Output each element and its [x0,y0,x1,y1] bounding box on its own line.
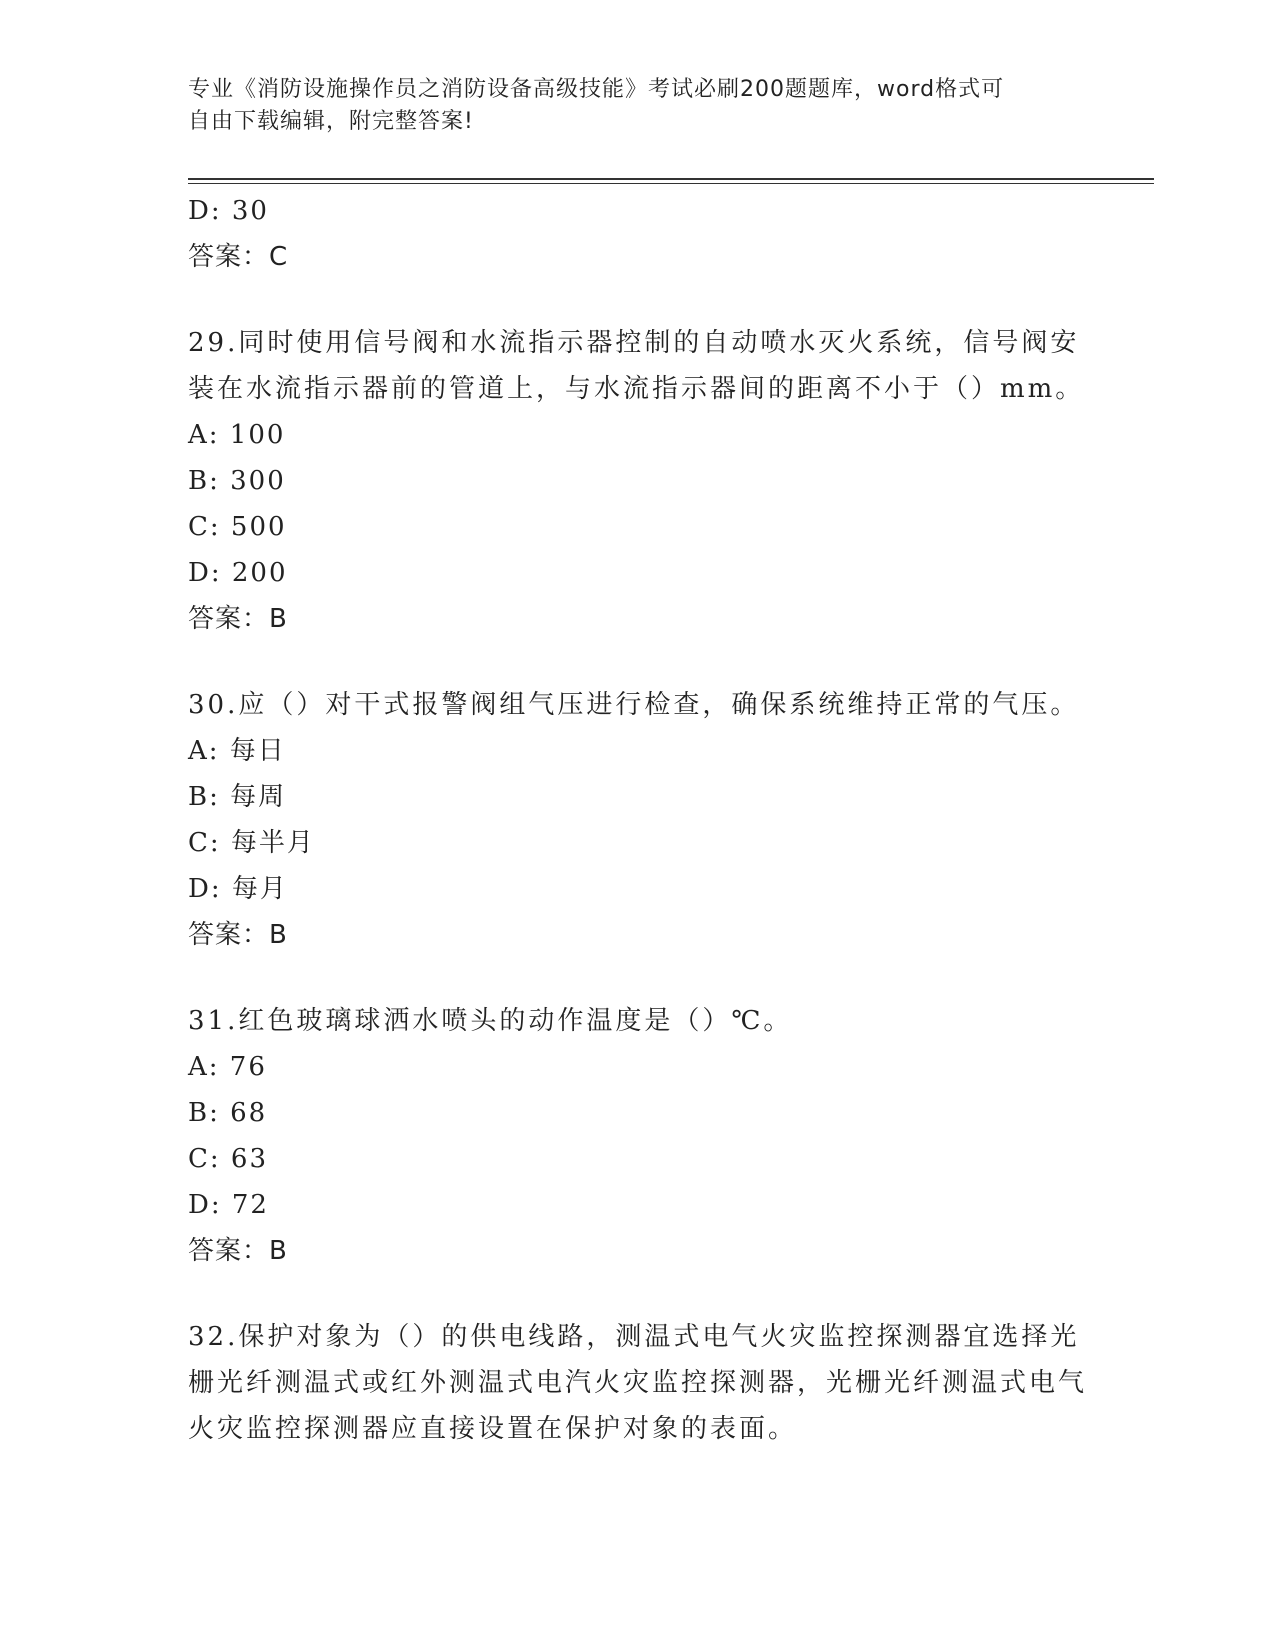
question-29-option-c: C: 500 [188,512,287,542]
question-29-text: 29.同时使用信号阀和水流指示器控制的自动喷水灭火系统，信号阀安装在水流指示器前的管道上，与水流指示器间的距离不小于（）mm。 [188,328,1085,404]
question-30-text: 30.应（）对干式报警阀组气压进行检查，确保系统维持正常的气压。 [188,690,1080,720]
question-29-option-d: D: 200 [188,558,288,588]
question-29-answer: 答案：B [188,604,288,634]
question-30-option-a: A: 每日 [188,736,286,766]
header-line-1: 专业《消防设施操作员之消防设备高级技能》考试必刷200题题库，word格式可 [188,77,1005,102]
header-divider-thin [188,183,1154,184]
question-content [188,188,1088,1452]
answer-line: 答案：C [188,242,289,272]
header-divider [188,178,1154,180]
question-31-answer: 答案：B [188,1236,288,1266]
question-30-answer: 答案：B [188,920,288,950]
question-31-option-d: D: 72 [188,1190,269,1220]
question-29-option-a: A: 100 [188,420,286,450]
option-d: D: 30 [188,196,269,226]
spacer [188,642,1088,682]
document-header [188,74,1068,138]
question-30-option-c: C: 每半月 [188,828,315,858]
question-31-option-a: A: 76 [188,1052,267,1082]
question-30-option-b: B: 每周 [188,782,287,812]
question-32-text: 32.保护对象为（）的供电线路，测温式电气火灾监控探测器宜选择光栅光纤测温式或红外测温式电汽火灾监控探测器，光栅光纤测温式电气火灾监控探测器应直接设置在保护对象的表面。 [188,1322,1088,1444]
question-30-option-d: D: 每月 [188,874,288,904]
question-31-text: 31.红色玻璃球洒水喷头的动作温度是（）℃。 [188,1006,793,1036]
header-line-2: 自由下载编辑，附完整答案! [188,109,474,134]
spacer [188,280,1088,320]
question-31-option-c: C: 63 [188,1144,269,1174]
question-29-option-b: B: 300 [188,466,286,496]
question-31-option-b: B: 68 [188,1098,268,1128]
spacer [188,1274,1088,1314]
spacer [188,958,1088,998]
